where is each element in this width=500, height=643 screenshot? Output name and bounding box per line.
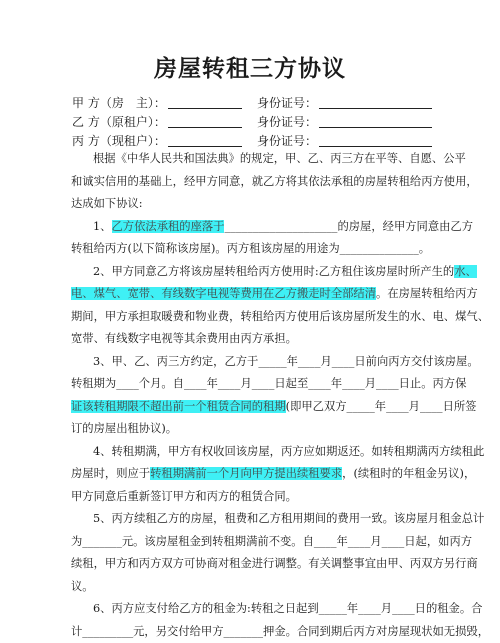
party-c-id-blank — [319, 134, 432, 147]
body-line — [71, 328, 429, 351]
body-text: 3、甲、乙、丙三方约定，乙方于_____年____月____日前向丙方交付该房屋。 — [93, 355, 479, 368]
body-text: 和诚实信用的基础上，经甲方同意，就乙方将其依法承租的房屋转租给丙方使用， — [71, 175, 478, 188]
party-c-label: 丙 方（现租户）： — [72, 134, 166, 148]
party-a-id-label: 身份证号： — [257, 96, 317, 110]
party-c-id-label: 身份证号： — [257, 134, 317, 148]
body-text: 为_______元。该房屋租金到转租期满前不变。自____年____月____日起，如丙方 — [71, 535, 472, 548]
highlighted-text: 乙方依法承租的座落于 — [112, 220, 225, 233]
body-line — [71, 148, 429, 171]
body-line — [71, 486, 429, 509]
highlighted-text: 转租期满前一个月向甲方提出续租要求 — [150, 467, 342, 480]
party-b-label: 乙 方（原租户）： — [72, 115, 166, 129]
body-line — [71, 306, 429, 329]
party-a-name-blank — [168, 96, 242, 109]
body-text: 5、丙方续租乙方的房屋，租费和乙方租用期间的费用一致。该房屋月租金总计 — [93, 512, 484, 525]
agreement-body — [71, 148, 429, 643]
body-line — [71, 621, 429, 643]
body-text: 房屋时，则应于 — [71, 467, 150, 480]
body-text: 转租给丙方(以下简称该房屋)。丙方租该房屋的用途为______________。 — [71, 242, 430, 255]
party-b-line — [72, 113, 242, 130]
body-line — [71, 418, 429, 441]
party-b-name-blank — [168, 115, 242, 128]
body-line — [71, 216, 429, 239]
party-b-id-line — [257, 113, 432, 130]
body-line — [71, 238, 429, 261]
body-text: 4、转租期满，甲方有权收回该房屋，丙方应如期返还。如转租期满丙方续租此 — [93, 445, 484, 458]
body-line — [71, 598, 429, 621]
body-line — [71, 373, 429, 396]
body-text: 。在房屋转租给丙方 — [376, 287, 478, 300]
party-b-id-label: 身份证号： — [257, 115, 317, 129]
party-b-id-blank — [319, 115, 432, 128]
body-text: 2、甲方同意乙方将该房屋转租给丙方使用时:乙方租住该房屋时所产生的 — [93, 265, 454, 278]
body-line — [71, 396, 429, 419]
body-line — [71, 171, 429, 194]
body-line — [71, 553, 429, 576]
party-a-id-line — [257, 94, 432, 111]
body-text: 6、丙方应支付给乙方的租金为:转租之日起到_____年____月____日的租金。合 — [93, 602, 482, 615]
highlighted-text: 电、煤气、宽带、有线数字电视等费用在乙方搬走时全部结清 — [71, 287, 376, 300]
body-line — [71, 283, 429, 306]
body-text: 期间，甲方承担取暖费和物业费，转租给丙方使用后该房屋所发生的水、电、煤气、 — [71, 310, 489, 323]
party-c-id-line — [257, 132, 432, 149]
party-c-line — [72, 132, 242, 149]
body-text: (即甲乙双方_____年____月____日所签 — [286, 400, 477, 413]
body-text: ，(续租时的年租金另议)， — [342, 467, 475, 480]
highlighted-text: 证该转租期限不超出前一个租赁合同的租期 — [71, 400, 286, 413]
body-text: 宽带、有线数字电视等其余费用由丙方承担。 — [71, 332, 297, 345]
document-title: 房屋转租三方协议 — [0, 50, 500, 83]
body-line — [71, 261, 429, 284]
body-text: 甲方同意后重新签订甲方和丙方的租赁合同。 — [71, 490, 297, 503]
body-text: 根据《中华人民共和国法典》的规定，甲、乙、丙三方在平等、自愿、公平 — [93, 152, 466, 165]
body-line — [71, 441, 429, 464]
body-text: 订的房屋出租协议)。 — [71, 422, 177, 435]
party-a-id-blank — [319, 96, 432, 109]
body-line — [71, 463, 429, 486]
party-a-label: 甲 方（房 主）： — [72, 96, 166, 110]
body-text: 计_________元，另交付给甲方_______押金。合同到期后丙方对房屋现状如无损毁， — [71, 625, 489, 638]
body-text: 议。 — [71, 580, 94, 593]
body-text: 续租，甲方和丙方双方可协商对租金进行调整。有关调整事宜由甲、丙双方另行商 — [71, 557, 478, 570]
body-text: 达成如下协议: — [71, 197, 143, 210]
body-line — [71, 508, 429, 531]
body-line — [71, 576, 429, 599]
highlighted-text: 水、 — [454, 265, 477, 278]
body-line — [71, 351, 429, 374]
body-text: ____________________的房屋，经甲方同意由乙方 — [224, 220, 473, 233]
body-text: 转租期为____个月。自____年____月____日起至____年____月____日止。丙方保 — [71, 377, 466, 390]
body-line — [71, 193, 429, 216]
body-line — [71, 531, 429, 554]
body-text: 1、 — [93, 220, 112, 233]
party-a-line — [72, 94, 242, 111]
party-c-name-blank — [168, 134, 242, 147]
